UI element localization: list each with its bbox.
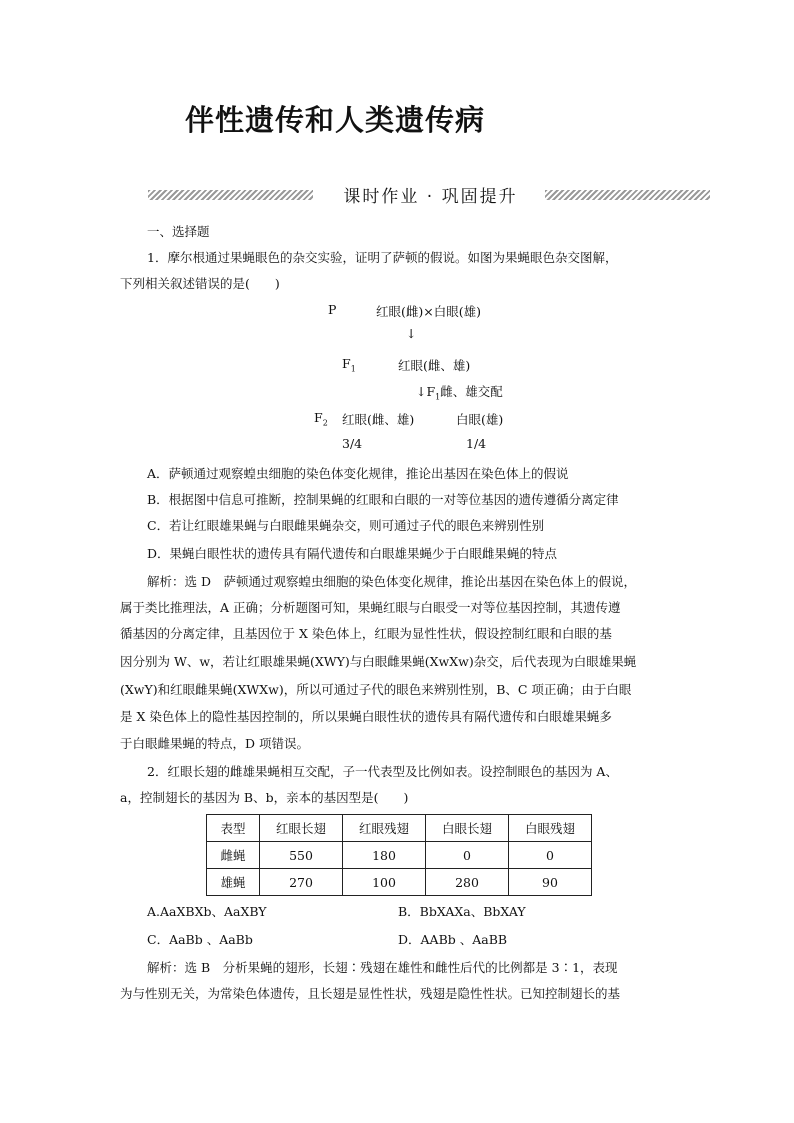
q1-analysis-line: 因分别为 W、w，若让红眼雄果蝇(XWY)与白眼雌果蝇(XwXw)杂交，后代表现为白眼雄果蝇 xyxy=(120,654,637,669)
diagram-f1-label: $F_1$ xyxy=(342,356,356,374)
table-header-cell: 红眼残翅 xyxy=(343,815,426,842)
q1-analysis-line: 循基因的分离定律，且基因位于 X 染色体上，红眼为显性性状，假设控制红眼和白眼的基 xyxy=(120,626,612,641)
table-row xyxy=(207,869,592,896)
q1-option-d: D．果蝇白眼性状的遗传具有隔代遗传和白眼雄果蝇少于白眼雌果蝇的特点 xyxy=(147,546,558,561)
banner-decoration-left xyxy=(148,190,313,200)
q1-analysis-line: 是 X 染色体上的隐性基因控制的，所以果蝇白眼性状的遗传具有隔代遗传和白眼雄果蝇多 xyxy=(120,709,612,724)
table-cell: 雄蝇 xyxy=(207,869,260,896)
diagram-ratio-white: 1/4 xyxy=(466,436,487,451)
banner-text: 课时作业 · 巩固提升 xyxy=(343,187,518,207)
q2-stem-line1: 2．红眼长翅的雌雄果蝇相互交配，子一代表型及比例如表。设控制眼色的基因为 A、 xyxy=(147,764,618,779)
q2-analysis-line: 解析：选 B 分析果蝇的翅形，长翅∶残翅在雄性和雌性后代的比例都是 3∶1，表现 xyxy=(147,960,618,975)
q1-analysis-line: 于白眼雌果蝇的特点，D 项错误。 xyxy=(120,736,309,751)
q1-stem-line2: 下列相关叙述错误的是( ) xyxy=(120,276,280,291)
diagram-f2-label: $F_2$ xyxy=(314,410,328,428)
diagram-p-label: P xyxy=(328,302,337,317)
banner-decoration-right xyxy=(545,190,710,200)
diagram-f2-white: 白眼(雄) xyxy=(456,412,504,427)
q1-analysis-line: (XwY)和红眼雌果蝇(XWXw)，所以可通过子代的眼色来辨别性别，B、C 项正确；由于白眼 xyxy=(120,682,632,697)
diagram-arrow-1: ↓ xyxy=(406,326,417,341)
phenotype-table xyxy=(206,814,592,896)
diagram-f1-phenotype: 红眼(雌、雄) xyxy=(398,358,471,373)
diagram-ratio-red: 3/4 xyxy=(342,436,363,451)
q2-analysis-line: 为与性别无关，为常染色体遗传，且长翅是显性性状，残翅是隐性性状。已知控制翅长的基 xyxy=(120,986,621,1001)
table-header-cell: 红眼长翅 xyxy=(260,815,343,842)
q2-stem-line2: a，控制翅长的基因为 B、b，亲本的基因型是( ) xyxy=(120,790,409,805)
table-cell: 270 xyxy=(260,869,343,896)
q1-option-a: A．萨顿通过观察蝗虫细胞的染色体变化规律，推论出基因在染色体上的假说 xyxy=(147,466,569,481)
table-cell: 0 xyxy=(426,842,509,869)
table-header-cell: 表型 xyxy=(207,815,260,842)
diagram-f1-cross: $↓F_1$雌、雄交配 xyxy=(416,384,503,402)
table-cell: 雌蝇 xyxy=(207,842,260,869)
section-heading: 一、选择题 xyxy=(147,224,210,239)
q2-option-a: A.AaXBXb、AaXBY xyxy=(147,904,267,919)
table-header-row xyxy=(207,815,592,842)
table-header-cell: 白眼长翅 xyxy=(426,815,509,842)
table-cell: 180 xyxy=(343,842,426,869)
table-header-cell: 白眼残翅 xyxy=(509,815,592,842)
table-cell: 550 xyxy=(260,842,343,869)
q2-option-c: C．AaBb 、AaBb xyxy=(147,932,253,947)
diagram-f2-red: 红眼(雌、雄) xyxy=(342,412,415,427)
page-title: 伴性遗传和人类遗传病 xyxy=(185,103,486,137)
q1-stem-line1: 1．摩尔根通过果蝇眼色的杂交实验，证明了萨顿的假说。如图为果蝇眼色杂交图解， xyxy=(147,250,618,265)
table-row xyxy=(207,842,592,869)
table-cell: 280 xyxy=(426,869,509,896)
q1-option-b: B．根据图中信息可推断，控制果蝇的红眼和白眼的一对等位基因的遗传遵循分离定律 xyxy=(147,492,619,507)
q1-analysis-line: 属于类比推理法，A 正确；分析题图可知，果蝇红眼与白眼受一对等位基因控制，其遗传遵 xyxy=(120,600,621,615)
table-cell: 0 xyxy=(509,842,592,869)
section-banner xyxy=(148,182,710,212)
table-cell: 100 xyxy=(343,869,426,896)
diagram-p-cross: 红眼(雌)×白眼(雄) xyxy=(376,304,481,319)
table-cell: 90 xyxy=(509,869,592,896)
q2-option-d: D．AABb 、AaBB xyxy=(398,932,508,947)
q1-option-c: C．若让红眼雄果蝇与白眼雌果蝇杂交，则可通过子代的眼色来辨别性别 xyxy=(147,518,545,533)
q2-option-b: B．BbXAXa、BbXAY xyxy=(398,904,526,919)
q1-analysis-line: 解析：选 D 萨顿通过观察蝗虫细胞的染色体变化规律，推论出基因在染色体上的假说， xyxy=(147,574,636,589)
